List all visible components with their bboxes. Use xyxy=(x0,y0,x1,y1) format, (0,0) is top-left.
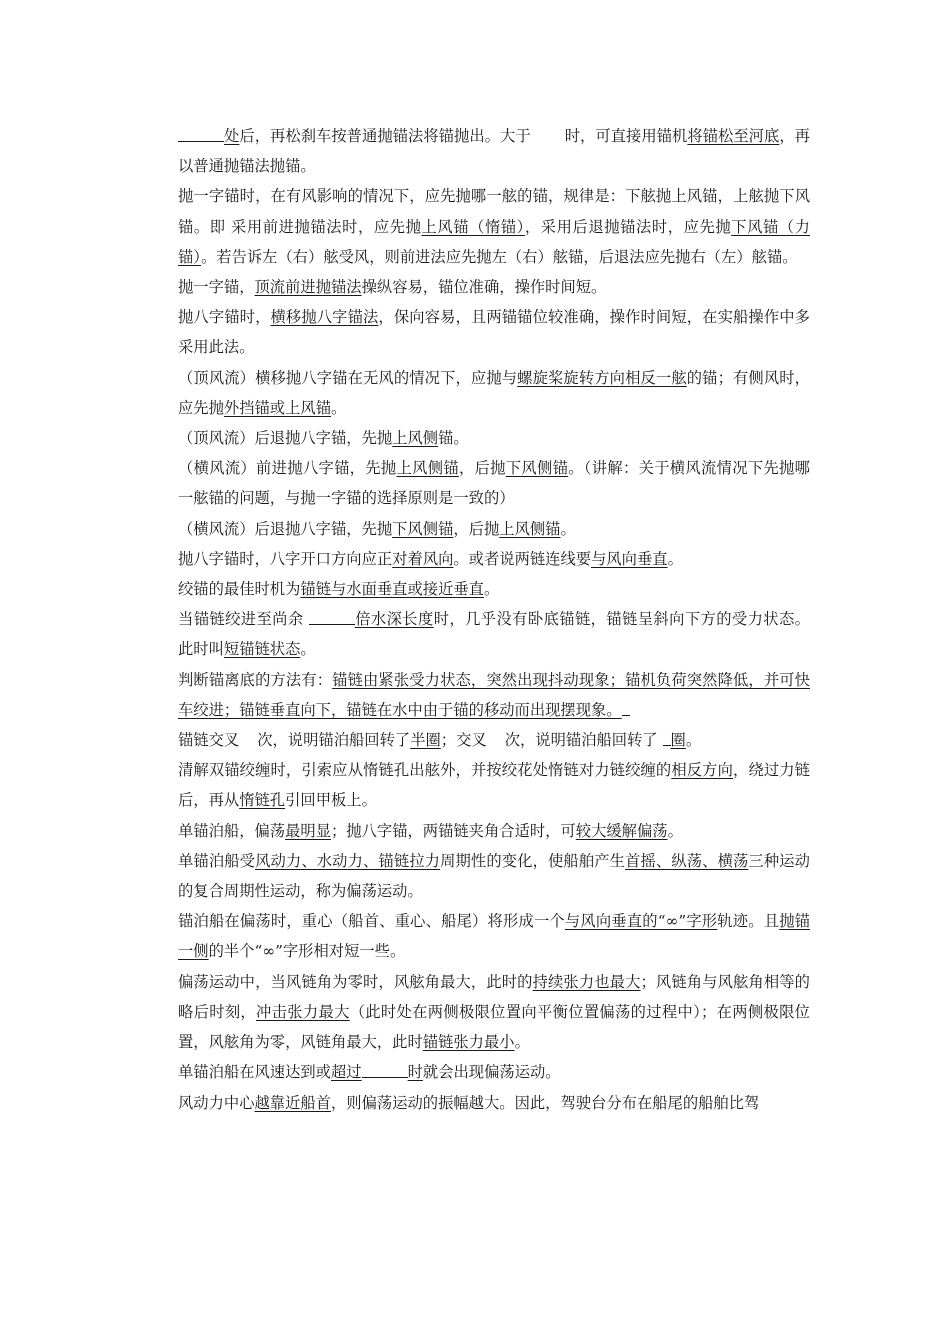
para-3 xyxy=(178,272,810,302)
text-segment: ，绕过力链后，再从 xyxy=(178,761,810,810)
text-segment: 判断锚离底的方法有： xyxy=(178,670,333,689)
text-segment: ，则偏荡运动的振幅越大。因此，驾驶台分布在船尾的船舶比驾 xyxy=(331,1093,760,1112)
underlined-answer: 上风锚（惰锚） xyxy=(421,217,525,236)
underlined-answer: 上风侧锚 xyxy=(499,519,561,538)
underlined-answer: 与风向垂直 xyxy=(591,549,668,568)
underlined-answer: 上风侧锚 xyxy=(396,459,459,478)
text-segment: ，保向容易，且两锚锚位较准确，操作时间短，在实船操作中多采用此法。 xyxy=(178,308,810,357)
para-1 xyxy=(178,121,810,181)
text-segment: ；风链角与风舷角相等的略后时刻， xyxy=(178,972,810,1021)
para-5 xyxy=(178,363,810,423)
para-7 xyxy=(178,453,810,513)
underlined-answer: 锚链与水面垂直或接近垂直 xyxy=(300,580,484,599)
para-17 xyxy=(178,906,810,966)
text-segment: 周期性的变化，使船舶产生 xyxy=(440,851,626,870)
underlined-answer: 下风侧锚 xyxy=(505,459,569,478)
text-segment: 。（讲解：关于横风流情况下先抛哪一舷锚的问题，与抛一字锚的选择原则是一致的） xyxy=(178,459,810,508)
text-segment: 。 xyxy=(560,519,576,538)
fill-in-blank xyxy=(663,727,671,746)
text-segment: 。 xyxy=(667,821,683,840)
underlined-answer: 下风锚（力锚） xyxy=(178,217,810,266)
text-segment: （顶风流）后退抛八字锚，先抛 xyxy=(178,429,393,448)
fill-in-blank xyxy=(531,121,565,151)
text-segment: 次，说明锚泊船回转了 xyxy=(504,731,663,750)
text-segment: 。 xyxy=(514,1033,530,1052)
para-11 xyxy=(178,604,810,664)
underlined-answer: 倍水深长度 xyxy=(354,610,434,629)
para-16 xyxy=(178,846,810,906)
text-segment: 。 xyxy=(667,549,683,568)
text-segment: 。 xyxy=(331,398,347,417)
text-segment: 清解双锚绞缠时，引索应从惰链孔出舷外，并按绞花处惰链对力链绞缠的 xyxy=(178,761,672,780)
underlined-answer: 锚链张力最小 xyxy=(422,1033,515,1052)
underlined-answer: 最明显 xyxy=(285,821,331,840)
text-segment: 抛八字锚时，八字开口方向应正 xyxy=(178,549,393,568)
underlined-answer: 将锚松至河底 xyxy=(687,127,780,145)
underlined-answer: 螺旋桨旋转方向相反一舷 xyxy=(517,368,687,387)
underlined-answer: 惰链孔 xyxy=(239,791,286,810)
text-segment: 锚。 xyxy=(438,429,469,448)
underlined-answer: 与风向垂直的“∞”字形 xyxy=(564,912,718,931)
text-segment: 。若告诉左（右）舷受风，则前进法应先抛左（右）舷锚，后退法应先抛右（左）舷锚。 xyxy=(200,247,798,266)
para-2 xyxy=(178,181,810,272)
underlined-answer: 顶流前进抛锚法 xyxy=(254,278,362,297)
text-segment: 引回甲板上。 xyxy=(285,791,377,810)
para-13 xyxy=(178,725,810,755)
text-segment: 偏荡运动中，当风链角为零时，风舷角最大，此时的 xyxy=(178,972,533,991)
underlined-answer: 锚链由紧张受力状态，突然出现抖动现象；锚机负荷突然降低，并可快车绞进；锚链垂直向下，锚链在水中由于锚的移动而出现摆现象。 xyxy=(178,670,810,719)
underlined-answer: 冲击张力最大 xyxy=(256,1002,350,1021)
fill-in-blank xyxy=(239,725,257,755)
underlined-answer: 越靠近船首 xyxy=(254,1093,331,1112)
fill-in-blank xyxy=(362,1059,408,1078)
text-segment: 次，说明锚泊船回转了 xyxy=(257,731,411,750)
underlined-answer: 半圈 xyxy=(410,731,441,750)
fill-in-blank xyxy=(487,725,505,755)
text-segment: 风动力中心 xyxy=(178,1093,255,1112)
para-15 xyxy=(178,816,810,846)
underlined-answer: 横移抛八字锚法 xyxy=(270,308,379,327)
text-segment: 绞锚的最佳时机为 xyxy=(178,580,301,599)
underlined-answer: 时 xyxy=(407,1063,423,1082)
text-segment: （横风流）前进抛八字锚，先抛 xyxy=(178,459,397,478)
text-segment: 锚链交叉 xyxy=(178,731,240,750)
underlined-answer: 外挡锚或上风锚 xyxy=(223,398,331,417)
underlined-answer: 风动力、水动力、锚链拉力 xyxy=(255,851,441,870)
para-9 xyxy=(178,544,810,574)
text-segment: ，后抛 xyxy=(458,459,506,478)
text-segment: 的锚；有侧风时，应先抛 xyxy=(178,368,810,417)
fill-in-blank xyxy=(178,123,224,142)
para-10 xyxy=(178,574,810,604)
text-segment: 就会出现偏荡运动。 xyxy=(422,1063,561,1082)
text-segment: 。 xyxy=(483,580,500,599)
text-segment: ，后抛 xyxy=(453,519,500,538)
text-segment: 抛一字锚， xyxy=(178,278,255,297)
text-segment: 三种运动的复合周期性运动，称为偏荡运动。 xyxy=(178,851,810,901)
para-8 xyxy=(178,514,810,544)
text-segment: ，再以普通抛锚法抛锚。 xyxy=(178,127,810,176)
para-6 xyxy=(178,423,810,453)
text-segment: ，采用后退抛锚法时，应先抛 xyxy=(524,217,732,236)
text-segment: 抛八字锚时， xyxy=(178,308,271,327)
text-segment: 锚泊船在偏荡时，重心（船首、重心、船尾）将形成一个 xyxy=(178,912,565,931)
document-page xyxy=(178,121,810,1118)
text-segment: 轨迹。且 xyxy=(717,912,780,931)
para-12 xyxy=(178,665,810,725)
text-segment: 当锚链绞进至尚余 xyxy=(178,610,309,629)
underlined-answer: 首摇、纵荡、横荡 xyxy=(625,851,749,870)
underlined-answer: 短锚链状态 xyxy=(223,640,301,659)
text-segment: 单锚泊船受 xyxy=(178,851,256,870)
para-20 xyxy=(178,1088,810,1118)
text-segment: （顶风流）横移抛八字锚在无风的情况下，应抛与 xyxy=(178,368,518,387)
underlined-answer: 圈 xyxy=(670,731,686,750)
underlined-answer: 抛锚一侧 xyxy=(178,912,810,961)
text-segment: 时，几乎没有卧底锚链，锚链呈斜向下方的受力状态。此时叫 xyxy=(178,610,810,659)
text-segment: 单锚泊船在风速达到或 xyxy=(178,1063,331,1082)
text-segment: 后，再松刹车按普通抛锚法将锚抛出。大于 xyxy=(239,127,531,145)
text-segment: 。或者说两链连线要 xyxy=(453,549,592,568)
underlined-answer: 相反方向 xyxy=(671,761,733,780)
underlined-answer: 处 xyxy=(224,127,240,145)
text-segment: 抛一字锚时，在有风影响的情况下，应先抛哪一舷的锚，规律是：下舷抛上风锚，上舷抛下风锚。即 采用前进抛锚法时，应先抛 xyxy=(178,187,810,236)
underlined-answer: 超过 xyxy=(330,1063,362,1082)
text-segment: （此时处在两侧极限位置向平衡位置偏荡的过程中）；在两侧极限位置，风舷角为零，风链角最大，此时 xyxy=(178,1002,810,1052)
para-14 xyxy=(178,755,810,815)
para-18 xyxy=(178,967,810,1058)
underlined-answer: 较大缓解偏荡 xyxy=(575,821,668,840)
text-segment: ；交叉 xyxy=(440,731,487,750)
text-segment: 。 xyxy=(685,731,702,750)
underlined-answer: 持续张力也最大 xyxy=(532,972,641,991)
fill-in-blank xyxy=(309,606,355,625)
text-segment: 。 xyxy=(300,640,316,659)
text-segment: 时，可直接用锚机 xyxy=(564,127,688,145)
text-segment: 操纵容易，锚位准确，操作时间短。 xyxy=(361,278,607,297)
underlined-answer: 下风侧锚 xyxy=(392,519,454,538)
text-segment: （横风流）后退抛八字锚，先抛 xyxy=(178,519,393,538)
para-19 xyxy=(178,1057,810,1087)
underlined-answer: 上风侧 xyxy=(392,429,439,448)
text-segment: ；抛八字锚，两锚链夹角合适时，可 xyxy=(331,821,576,840)
fill-in-blank xyxy=(622,697,630,716)
underlined-answer: 对着风向 xyxy=(392,549,454,568)
para-4 xyxy=(178,302,810,362)
text-segment: 的半个“∞”字形相对短一些。 xyxy=(208,942,406,961)
text-segment: 单锚泊船，偏荡 xyxy=(178,821,286,840)
